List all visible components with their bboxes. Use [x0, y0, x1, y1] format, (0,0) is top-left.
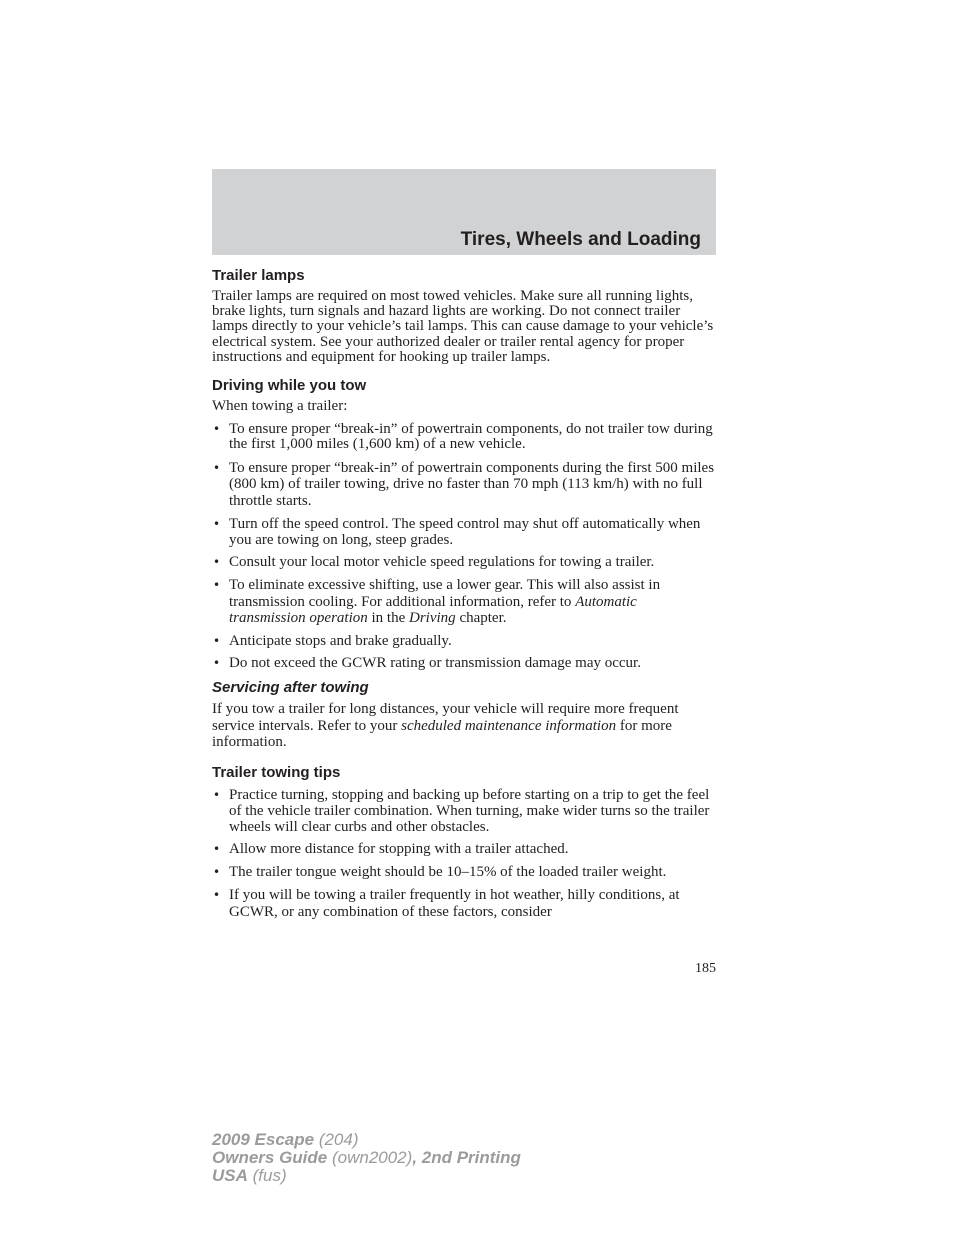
footer-printing: , 2nd Printing [412, 1148, 521, 1167]
list-item: • The trailer tongue weight should be 10–15% of the loaded trailer weight. [212, 864, 716, 881]
paragraph-text: for more information. [212, 717, 672, 751]
list-item: • Practice turning, stopping and backing up before starting on a trip to get the feel of the vehicle trailer combination. When turning, make wider turns so the trailer wheels will clear curbs and other obstacles. [212, 787, 716, 835]
list-item: • Anticipate stops and brake gradually. [212, 634, 716, 649]
footer-model: 2009 Escape [212, 1130, 315, 1149]
footer-line [212, 1149, 521, 1167]
list-item: • Consult your local motor vehicle speed regulations for towing a trailer. [212, 555, 716, 570]
page-number: 185 [695, 961, 716, 976]
list-item: • Allow more distance for stopping with a trailer attached. [212, 842, 716, 857]
document-footer [212, 1131, 521, 1185]
footer-line [212, 1167, 521, 1185]
list-item: • To ensure proper “break-in” of powertrain components during the first 500 miles (800 km) of trailer towing, drive no faster than 70 mph (113 km/h) with no full throttle starts. [212, 460, 716, 510]
section-header-band [212, 169, 716, 255]
footer-line [212, 1131, 521, 1149]
footer-model-code: (204) [314, 1130, 359, 1149]
heading-trailer-lamps: Trailer lamps [212, 267, 305, 284]
list-item: • If you will be towing a trailer frequently in hot weather, hilly conditions, at GCWR, or any combination of these factors, consider [212, 887, 716, 920]
heading-servicing-after-towing: Servicing after towing [212, 679, 369, 697]
list-driving [212, 422, 716, 671]
footer-guide-code: (own2002) [327, 1148, 413, 1167]
bullet-text: in the [367, 610, 410, 627]
footer-market-code: (fus) [247, 1166, 287, 1185]
heading-trailer-towing-tips: Trailer towing tips [212, 763, 341, 781]
reference-text: scheduled maintenance information [401, 717, 617, 734]
paragraph-text: If you tow a trailer for long distances, your vehicle will require more frequent service intervals. Refer to your [212, 701, 679, 734]
list-item [212, 577, 716, 627]
heading-driving-while-you-tow: Driving while you tow [212, 377, 367, 395]
list-tips [212, 787, 716, 921]
reference-text: Driving [409, 610, 456, 627]
reference-text: Automatic transmission operation [229, 593, 637, 627]
section-title: Tires, Wheels and Loading [460, 229, 701, 250]
list-item: • Do not exceed the GCWR rating or transmission damage may occur. [212, 656, 716, 671]
footer-market: USA [212, 1166, 248, 1185]
paragraph-driving-intro: When towing a trailer: [212, 398, 348, 415]
list-item: • Turn off the speed control. The speed control may shut off automatically when you are towing on long, steep grades. [212, 516, 716, 548]
bullet-text: To eliminate excessive shifting, use a lower gear. This will also assist in transmission cooling. For additional information, refer to [229, 577, 661, 610]
page-content [212, 267, 716, 920]
footer-guide: Owners Guide [212, 1148, 328, 1167]
paragraph-trailer-lamps: Trailer lamps are required on most towed vehicles. Make sure all running lights, brake lights, turn signals and hazard lights are working. Do not connect trailer lamps directly to your vehicle’s tail lamps. This can cause damage to your vehicle’s electrical system. See your authorized dealer or trailer rental agency for proper instructions and equipment for hooking up trailer lamps. [212, 288, 714, 365]
paragraph-servicing [212, 701, 716, 751]
list-item: • To ensure proper “break-in” of powertrain components, do not trailer tow during the first 1,000 miles (1,600 km) of a new vehicle. [212, 422, 716, 452]
bullet-text: chapter. [455, 610, 507, 627]
